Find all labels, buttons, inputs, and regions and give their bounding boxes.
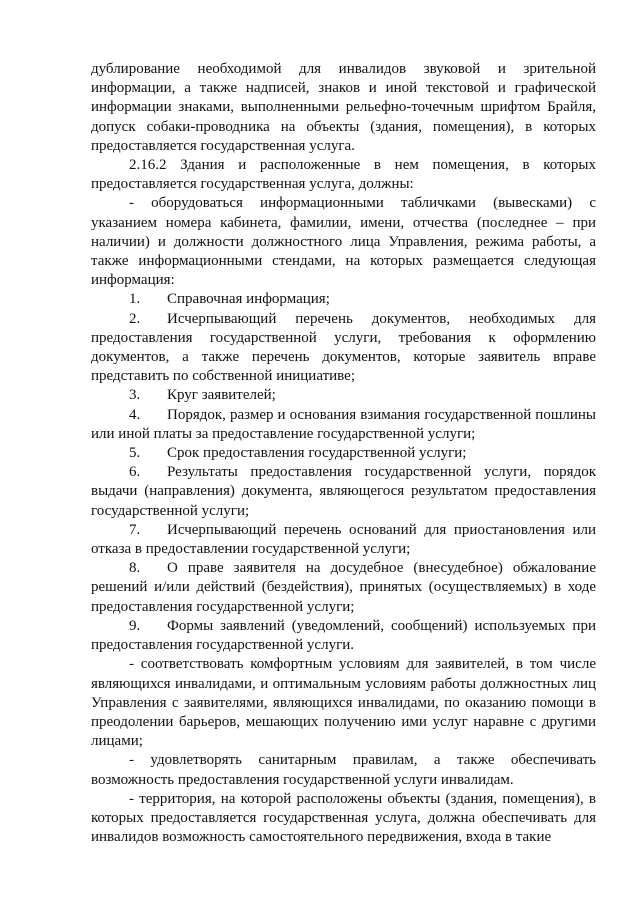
list-item <box>91 617 596 655</box>
list-item <box>91 463 596 521</box>
list-item-text: Исчерпывающий перечень документов, необходимых для предоставления государственной услуги, требования к оформлению документов, а также перечень документов, которые заявитель вправе представить по собственной инициативе; <box>91 310 596 385</box>
list-item-text: Порядок, размер и основания взимания государственной пошлины или иной платы за предоставление государственной услуги; <box>91 406 596 442</box>
list-item <box>91 290 596 309</box>
list-item-number: 2. <box>129 310 141 327</box>
list-item <box>91 406 596 444</box>
list-item-text: Срок предоставления государственной услуги; <box>167 445 467 462</box>
list-item-number: 5. <box>129 445 141 462</box>
paragraph-sanitary-rules: - удовлетворять санитарным правилам, а также обеспечивать возможность предоставления государственной услуги инвалидам. <box>91 752 596 788</box>
paragraph-continuation: дублирование необходимой для инвалидов звуковой и зрительной информации, а также надписей, знаков и иной текстовой и графической информации знаками, выполненными рельефно-точечным шрифтом Брайля, допуск собаки-проводника на объекты (здания, помещения), в которых предоставляется государственная услуга. <box>91 61 596 154</box>
list-item <box>91 310 596 387</box>
paragraph-comfort-conditions: - соответствовать комфортным условиям для заявителей, в том числе являющихся инвалидами, и оптимальным условиям работы должностных лиц Управления с заявителями, являющихся инвалидами, по оказанию помощи в преодолении барьеров, мешающих получению ими услуг наравне с другими лицами; <box>91 656 596 750</box>
paragraph-section-2-16-2: 2.16.2 Здания и расположенные в нем помещения, в которых предоставляется государственная услуга, должны: <box>91 157 596 193</box>
list-item <box>91 444 596 463</box>
list-item-text: Формы заявлений (уведомлений, сообщений) используемых при предоставления государственной услуги. <box>91 617 596 654</box>
list-item-number: 3. <box>129 387 141 404</box>
list-item-text: Круг заявителей; <box>167 387 276 404</box>
paragraph-signage-requirement: - оборудоваться информационными табличками (вывесками) с указанием номера кабинета, фамилии, имени, отчества (последнее – при наличии) и должности должностного лица Управления, режима работы, а также информационными стендами, на которых размещается следующая информация: <box>91 195 596 289</box>
list-item-number: 8. <box>129 560 141 577</box>
list-item <box>91 386 596 405</box>
document-page <box>91 60 596 847</box>
list-item-text: О праве заявителя на досудебное (внесудебное) обжалование решений и/или действий (бездействия), принятых (осуществляемых) в ходе предоставления государственной услуги; <box>91 560 596 615</box>
list-item-number: 6. <box>129 464 141 481</box>
list-item-number: 4. <box>129 406 141 423</box>
list-item-text: Исчерпывающий перечень оснований для приостановления или отказа в предоставлении государственной услуги; <box>91 521 596 558</box>
list-item-number: 1. <box>129 291 141 308</box>
list-item <box>91 559 596 617</box>
list-item-number: 7. <box>129 521 141 538</box>
list-item-text: Результаты предоставления государственной услуги, порядок выдачи (направления) документа, являющегося результатом предоставления государственной услуги; <box>91 464 596 519</box>
list-item-text: Справочная информация; <box>167 291 330 308</box>
list-item <box>91 521 596 559</box>
list-item-number: 9. <box>129 617 141 634</box>
paragraph-territory-access: - территория, на которой расположены объекты (здания, помещения), в которых предоставляется государственная услуга, должна обеспечивать для инвалидов возможность самостоятельного передвижения, входа в такие <box>91 790 596 846</box>
